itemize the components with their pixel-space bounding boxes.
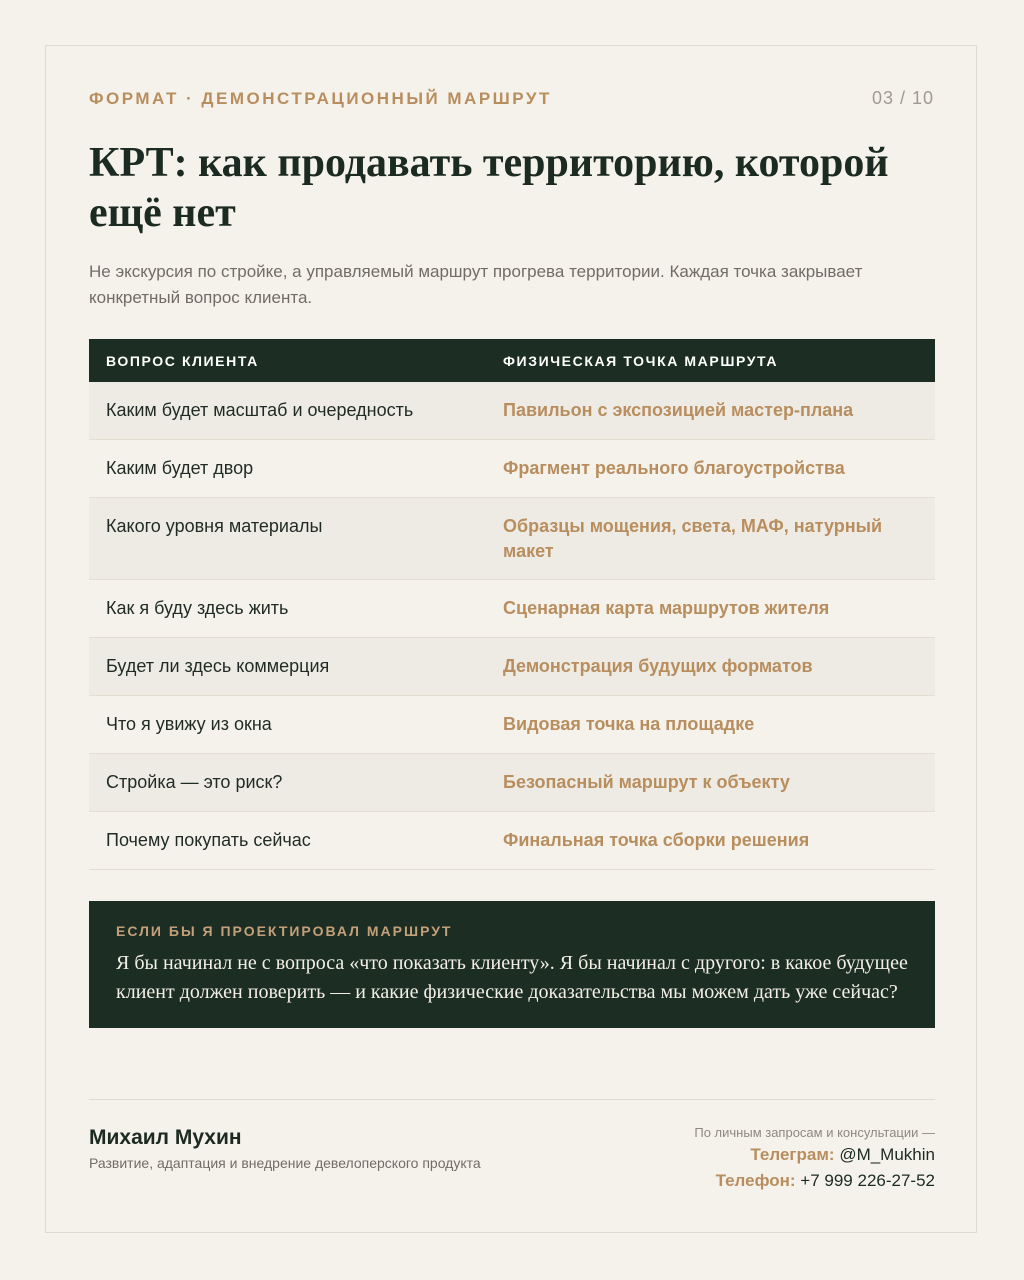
question-cell: Будет ли здесь коммерция bbox=[106, 656, 330, 676]
section-kicker: ФОРМАТ · ДЕМОНСТРАЦИОННЫЙ МАРШРУТ bbox=[89, 89, 552, 108]
table-row bbox=[89, 440, 935, 498]
route-point-cell: Фрагмент реального благоустройства bbox=[503, 458, 845, 478]
table-row bbox=[89, 812, 935, 870]
page-subtitle: Не экскурсия по стройке, а управляемый маршрут прогрева территории. Каждая точка закрывает конкретный вопрос клиента. bbox=[89, 262, 863, 307]
phone-label: Телефон: bbox=[715, 1171, 796, 1190]
route-point-cell: Финальная точка сборки решения bbox=[503, 830, 810, 850]
footer-divider bbox=[89, 1099, 935, 1100]
page-title: КРТ: как продавать территорию, которой ещё нет bbox=[89, 140, 889, 236]
table-row bbox=[89, 754, 935, 812]
question-cell: Как я буду здесь жить bbox=[106, 598, 289, 618]
callout-text: Я бы начинал не с вопроса «что показать клиенту». Я бы начинал с другого: в какое будущее клиент должен поверить — и какие физические доказательства мы можем дать уже сейчас? bbox=[116, 952, 908, 1003]
route-point-cell: Образцы мощения, света, МАФ, натурный макет bbox=[503, 516, 883, 561]
question-cell: Каким будет двор bbox=[106, 458, 254, 478]
table-row bbox=[89, 382, 935, 440]
callout-label: ЕСЛИ БЫ Я ПРОЕКТИРОВАЛ МАРШРУТ bbox=[116, 923, 453, 939]
question-cell: Каким будет масштаб и очередность bbox=[106, 400, 414, 420]
telegram-contact bbox=[694, 1142, 935, 1168]
question-cell: Какого уровня материалы bbox=[106, 516, 323, 536]
telegram-handle[interactable]: @M_Mukhin bbox=[839, 1145, 935, 1164]
route-point-cell: Демонстрация будущих форматов bbox=[503, 656, 813, 676]
contacts-block bbox=[694, 1124, 935, 1194]
telegram-label: Телеграм: bbox=[750, 1145, 835, 1164]
route-table bbox=[89, 339, 935, 870]
route-point-cell: Сценарная карта маршрутов жителя bbox=[503, 598, 830, 618]
route-point-cell: Безопасный маршрут к объекту bbox=[503, 772, 790, 792]
table-row bbox=[89, 638, 935, 696]
contact-note: По личным запросам и консультации — bbox=[694, 1125, 935, 1140]
question-cell: Почему покупать сейчас bbox=[106, 830, 311, 850]
table-row bbox=[89, 498, 935, 580]
table-row bbox=[89, 696, 935, 754]
author-role: Развитие, адаптация и внедрение девелоперского продукта bbox=[89, 1155, 481, 1171]
callout-box bbox=[89, 901, 935, 1028]
column-header-point: ФИЗИЧЕСКАЯ ТОЧКА МАРШРУТА bbox=[503, 352, 779, 369]
table-row bbox=[89, 580, 935, 638]
table-header bbox=[89, 339, 935, 382]
route-point-cell: Видовая точка на площадке bbox=[503, 714, 755, 734]
phone-contact bbox=[694, 1168, 935, 1194]
author-name: Михаил Мухин bbox=[89, 1126, 242, 1149]
page-number: 03 / 10 bbox=[871, 88, 934, 108]
phone-number[interactable]: +7 999 226-27-52 bbox=[800, 1171, 935, 1190]
question-cell: Что я увижу из окна bbox=[106, 714, 272, 734]
column-header-question: ВОПРОС КЛИЕНТА bbox=[106, 352, 259, 369]
route-point-cell: Павильон с экспозицией мастер-плана bbox=[503, 400, 854, 420]
question-cell: Стройка — это риск? bbox=[106, 772, 283, 792]
